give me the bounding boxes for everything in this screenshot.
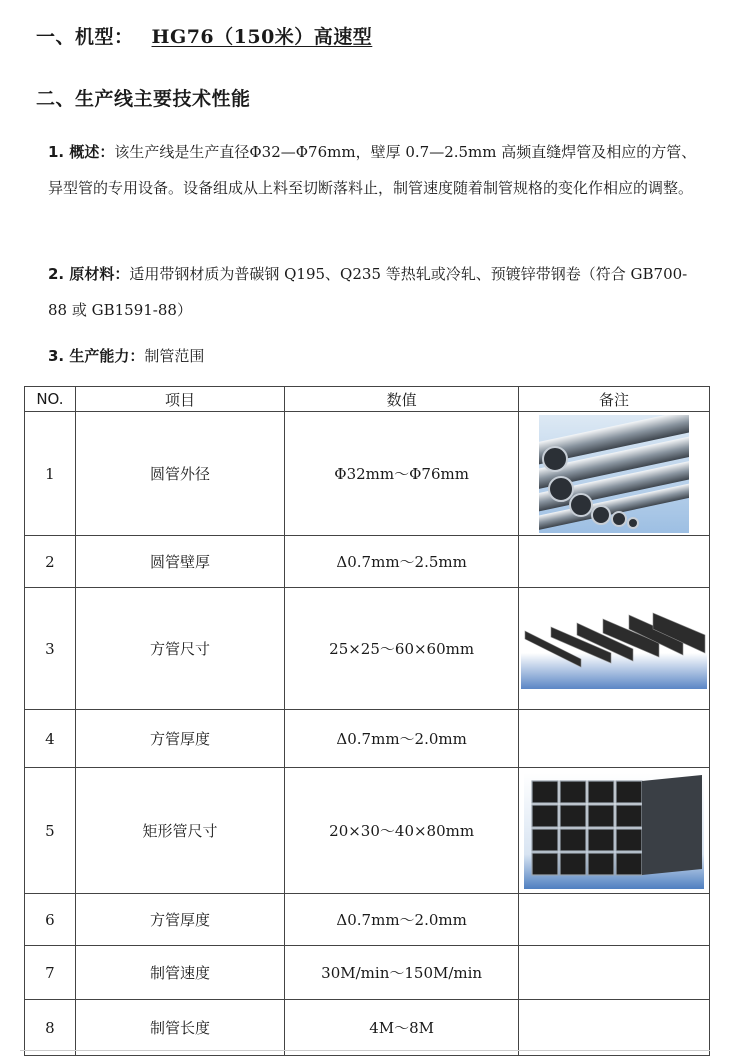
table-row [25,946,710,1000]
section-text: 制管范围 [144,347,205,365]
cell-item: 矩形管尺寸 [75,768,284,894]
square-tubes-image [521,609,707,689]
table-header-row [25,387,710,412]
rectangular-tubes-image [524,773,704,889]
table-row [25,412,710,536]
cell-item: 方管厚度 [75,710,284,768]
cell-value: Φ32mm～Φ76mm [285,412,519,536]
table-row [25,710,710,768]
cell-value: 25×25～60×60mm [285,588,519,710]
spec-table [24,386,710,1056]
section-capacity [48,338,698,374]
section-text: 适用带钢材质为普碳钢 Q195、Q235 等热轧或冷轧、预镀锌带钢卷（符合 GB700-88 或 GB1591-88） [48,265,688,319]
cell-value: Δ0.7mm～2.0mm [285,894,519,946]
header-no: NO. [25,387,76,412]
cell-no: 4 [25,710,76,768]
header-remark: 备注 [519,387,710,412]
cell-remark [519,1000,710,1056]
cell-no: 5 [25,768,76,894]
heading-model [36,22,372,49]
cell-item: 圆管壁厚 [75,536,284,588]
cell-remark [519,588,710,710]
cell-item: 制管速度 [75,946,284,1000]
cell-remark [519,946,710,1000]
header-item: 项目 [75,387,284,412]
table-row [25,536,710,588]
cell-remark [519,768,710,894]
cell-item: 制管长度 [75,1000,284,1056]
table-row [25,894,710,946]
heading-model-prefix: 一、机型： [36,26,134,48]
table-row [25,768,710,894]
cell-item: 圆管外径 [75,412,284,536]
cell-value: 30M/min～150M/min [285,946,519,1000]
cell-no: 1 [25,412,76,536]
cell-no: 2 [25,536,76,588]
cell-value: 20×30～40×80mm [285,768,519,894]
round-pipes-image [539,415,689,533]
model-name: HG76（150米）高速型 [151,26,373,48]
header-value: 数值 [285,387,519,412]
section-label: 3. 生产能力： [48,347,145,365]
section-text: 该生产线是生产直径Φ32—Φ76mm，壁厚 0.7—2.5mm 高频直缝焊管及相应的方管、异型管的专用设备。设备组成从上料至切断落料止，制管速度随着制管规格的变化作相应的调整。 [48,143,697,197]
cell-remark [519,894,710,946]
cell-no: 7 [25,946,76,1000]
cell-value: 4M～8M [285,1000,519,1056]
cell-no: 8 [25,1000,76,1056]
cell-item: 方管厚度 [75,894,284,946]
cell-remark [519,710,710,768]
section-label: 1. 概述： [48,143,115,161]
cell-value: Δ0.7mm～2.0mm [285,710,519,768]
cell-remark [519,412,710,536]
section-label: 2. 原材料： [48,265,130,283]
cell-no: 6 [25,894,76,946]
section-overview [48,134,698,206]
section-raw-material [48,256,698,328]
heading-performance: 二、生产线主要技术性能 [36,88,251,110]
table-row [25,1000,710,1056]
table-row [25,588,710,710]
cell-no: 3 [25,588,76,710]
cell-item: 方管尺寸 [75,588,284,710]
cell-remark [519,536,710,588]
cell-value: Δ0.7mm～2.5mm [285,536,519,588]
